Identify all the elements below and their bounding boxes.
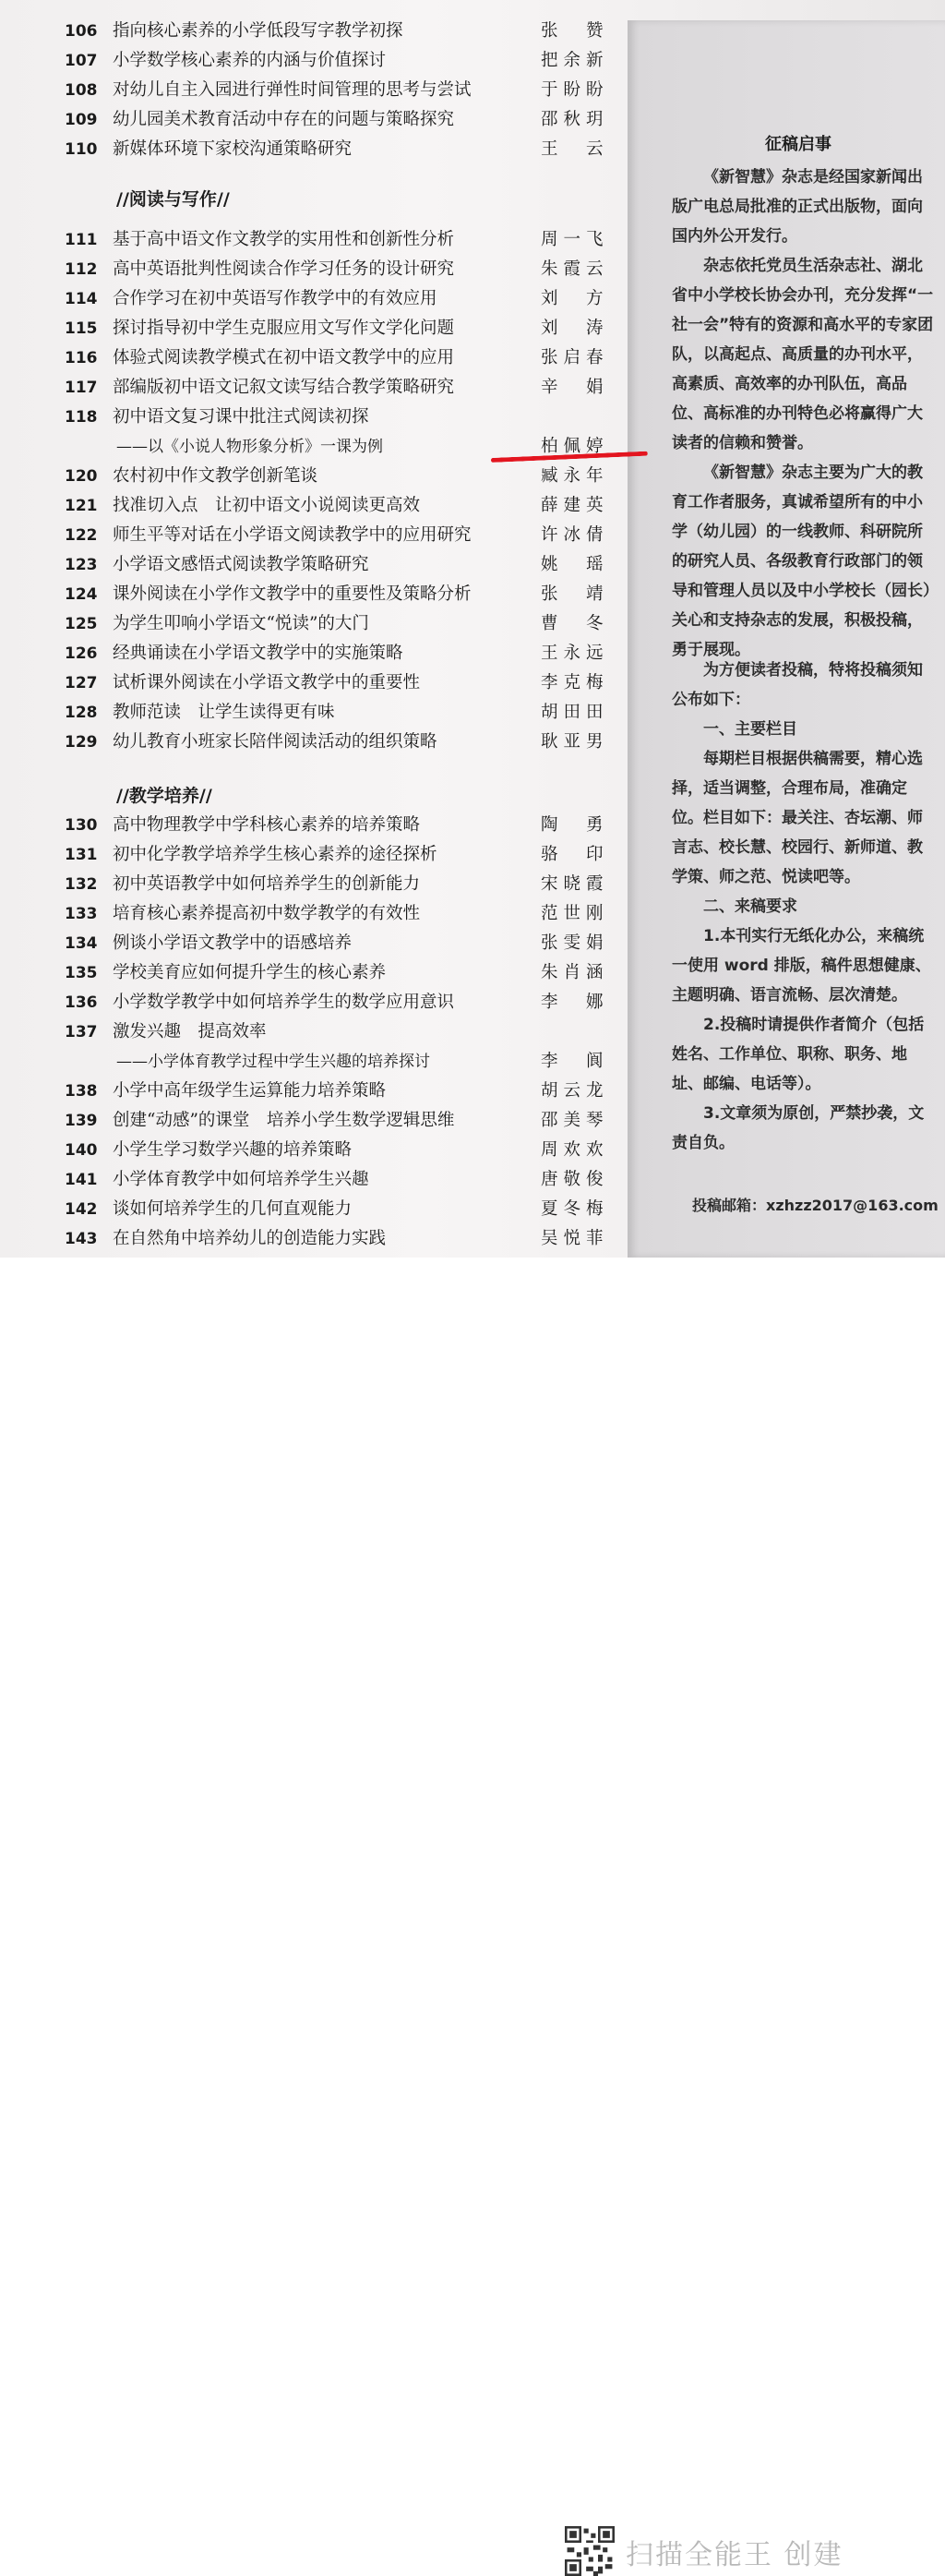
toc-entry-author: 周欢欢 (541, 1140, 604, 1160)
toc-entry-author: 邵美琴 (541, 1111, 604, 1130)
toc-entry-page-number: 139 (65, 1112, 98, 1130)
toc-entry-title: 指向核心素养的小学低段写字教学初探 (113, 21, 403, 41)
toc-entry-page-number: 115 (65, 319, 98, 338)
toc-entry-author: 周一飞 (541, 230, 604, 249)
toc-entry-title: 新媒体环境下家校沟通策略研究 (113, 139, 353, 159)
toc-entry-title: 小学数学核心素养的内涵与价值探讨 (113, 51, 387, 70)
toc-entry-page-number: 126 (65, 644, 98, 663)
toc-entry-title: 高中英语批判性阅读合作学习任务的设计研究 (113, 259, 455, 279)
toc-entry-author: 张启春 (541, 348, 604, 367)
toc-entry-page-number: 135 (65, 964, 98, 982)
toc-entry-page-number: 120 (65, 467, 98, 486)
toc-entry-page-number: 123 (65, 556, 98, 574)
toc-entry-page-number: 127 (65, 674, 98, 692)
toc-entry-page-number: 124 (65, 585, 98, 604)
toc-entry-title: 激发兴趣 提高效率 (113, 1022, 267, 1041)
toc-entry-title: 初中语文复习课中批注式阅读初探 (113, 407, 369, 427)
toc-entry-author: 骆印 (541, 845, 604, 864)
toc-entry (0, 1047, 628, 1077)
toc-entry-author: 夏冬梅 (541, 1199, 604, 1219)
notice-paragraph-1: 《新智慧》杂志是经国家新闻出版广电总局批准的正式出版物，面向国内外公开发行。 (672, 168, 923, 246)
toc-entry (0, 462, 628, 491)
notice-requirement-2: 2.投稿时请提供作者简介（包括姓名、工作单位、职称、职务、地址、邮编、电话等）。 (672, 1016, 925, 1093)
toc-entry-page-number: 128 (65, 704, 98, 722)
toc-entry-author: 陶勇 (541, 815, 604, 835)
toc-entry-page-number: 134 (65, 934, 98, 953)
toc-entry (0, 580, 628, 609)
toc-entry-page-number: 129 (65, 733, 98, 752)
toc-entry-page-number: 136 (65, 993, 98, 1012)
toc-entry-title: 试析课外阅读在小学语文教学中的重要性 (113, 673, 421, 692)
toc-entry-page-number: 143 (65, 1230, 98, 1248)
toc-entry-page-number: 117 (65, 379, 98, 397)
toc-entry-author: 王永远 (541, 644, 604, 663)
toc-entry-author: 于盼盼 (541, 80, 604, 100)
toc-entry-page-number: 140 (65, 1141, 98, 1160)
toc-entry-page-number: 121 (65, 497, 98, 515)
toc-entry (0, 373, 628, 403)
toc-entry-title: 培育核心素养提高初中数学教学的有效性 (113, 904, 421, 923)
scan-footer (0, 1258, 945, 2571)
toc-entry-title: 基于高中语文作文教学的实用性和创新性分析 (113, 230, 455, 249)
toc-entry (0, 1106, 628, 1136)
toc-section-heading-teaching: //教学培养// (116, 786, 212, 806)
toc-entry-title: 幼儿教育小班家长陪伴阅读活动的组织策略 (113, 732, 437, 752)
toc-entry-author: 李克梅 (541, 673, 604, 692)
toc-entry-author: 唐敬俊 (541, 1170, 604, 1189)
toc-entry-title: 初中英语教学中如何培养学生的创新能力 (113, 874, 421, 894)
toc-entry-title: 幼儿园美术教育活动中存在的问题与策略探究 (113, 110, 455, 129)
notice-paragraph-5: 每期栏目根据供稿需要，精心选择，适当调整，合理布局，准确定位。栏目如下：最关注、杏坛潮、师言志、校长慧、校园行、新师道、教学策、师之范、悦读吧等。 (672, 750, 923, 886)
toc-entry (0, 929, 628, 958)
toc-entry-title: ——以《小说人物形象分析》一课为例 (116, 438, 383, 456)
toc-entry-page-number: 137 (65, 1023, 98, 1041)
toc-entry-author: 李阆 (541, 1052, 604, 1071)
toc-entry (0, 1017, 628, 1047)
toc-entry-author: 李娜 (541, 993, 604, 1012)
toc-entry-author: 范世刚 (541, 904, 604, 923)
toc-entry (0, 1195, 628, 1224)
toc-entry-page-number: 118 (65, 408, 98, 427)
toc-entry (0, 639, 628, 668)
toc-entry-author: 曹冬 (541, 614, 604, 633)
toc-entry-page-number: 138 (65, 1082, 98, 1101)
toc-entry-title: 谈如何培养学生的几何直观能力 (113, 1199, 353, 1219)
toc-entry-title: 对幼儿自主入园进行弹性时间管理的思考与尝试 (113, 80, 472, 100)
table-of-contents (0, 0, 628, 1258)
toc-entry-title: 初中化学教学培养学生核心素养的途径探析 (113, 845, 437, 864)
toc-entry (0, 870, 628, 899)
toc-entry-page-number: 106 (65, 22, 98, 41)
toc-entry-page-number: 133 (65, 905, 98, 923)
toc-entry (0, 668, 628, 698)
toc-entry-author: 王云 (541, 139, 604, 159)
toc-entry-title: 师生平等对话在小学语文阅读教学中的应用研究 (113, 525, 472, 545)
toc-entry (0, 403, 628, 432)
toc-entry-page-number: 109 (65, 111, 98, 129)
scanner-watermark: 扫描全能王 创建 (626, 2539, 843, 2571)
toc-entry-page-number: 130 (65, 816, 98, 835)
toc-entry-author: 薛建英 (541, 496, 604, 515)
notice-heading: 征稿启事 (765, 135, 831, 154)
toc-entry-author: 辛娟 (541, 378, 604, 397)
toc-entry-title: 农村初中作文教学创新笔谈 (113, 466, 318, 486)
toc-entry-title: 高中物理教学中学科核心素养的培养策略 (113, 815, 421, 835)
toc-entry (0, 76, 628, 105)
toc-entry (0, 811, 628, 840)
toc-entry-title: 小学生学习数学兴趣的培养策略 (113, 1140, 353, 1160)
toc-section-heading-reading: //阅读与写作// (116, 189, 230, 210)
toc-entry (0, 728, 628, 757)
toc-entry-author: 臧永年 (541, 466, 604, 486)
toc-entry-title: 探讨指导初中学生克服应用文写作文学化问题 (113, 319, 455, 338)
toc-entry-title: 小学体育教学中如何培养学生兴趣 (113, 1170, 369, 1189)
toc-entry-page-number: 107 (65, 52, 98, 70)
toc-entry-title: 教师范读 让学生读得更有味 (113, 703, 335, 722)
notice-paragraph-3: 《新智慧》杂志主要为广大的教育工作者服务，真诚希望所有的中小学（幼儿园）的一线教师、科研院所的研究人员、各级教育行政部门的领导和管理人员以及中小学校长（园长）关心和支持杂志的发展，积极投稿，勇于展现。 (672, 463, 931, 659)
toc-entry (0, 105, 628, 135)
toc-entry-page-number: 132 (65, 875, 98, 894)
toc-entry (0, 698, 628, 728)
toc-entry-title: 学校美育应如何提升学生的核心素养 (113, 963, 387, 982)
toc-entry (0, 1077, 628, 1106)
scanned-page (0, 0, 945, 1258)
notice-requirement-3: 3.文章须为原创，严禁抄袭，文责自负。 (672, 1104, 925, 1152)
toc-entry-author: 张赞 (541, 21, 604, 41)
notice-requirement-1: 1.本刊实行无纸化办公，来稿统一使用 word 排版，稿件思想健康、主题明确、语言流畅、层次清楚。 (672, 927, 931, 1005)
toc-entry (0, 135, 628, 164)
toc-entry-title: 在自然角中培养幼儿的创造能力实践 (113, 1229, 387, 1248)
toc-entry-title: 小学中高年级学生运算能力培养策略 (113, 1081, 387, 1101)
notice-section-1: 一、主要栏目 (703, 720, 797, 739)
toc-entry-page-number: 108 (65, 81, 98, 100)
toc-entry-page-number: 141 (65, 1171, 98, 1189)
toc-entry (0, 17, 628, 46)
toc-entry-title: ——小学体育教学过程中学生兴趣的培养探讨 (116, 1053, 430, 1071)
toc-entry (0, 609, 628, 639)
notice-email: 投稿邮箱：xzhzz2017@163.com (692, 1197, 939, 1214)
toc-entry-author: 把余新 (541, 51, 604, 70)
toc-entry (0, 988, 628, 1017)
toc-entry-page-number: 142 (65, 1200, 98, 1219)
toc-entry (0, 1165, 628, 1195)
toc-entry (0, 899, 628, 929)
toc-entry (0, 284, 628, 314)
toc-entry-title: 课外阅读在小学作文教学中的重要性及策略分析 (113, 584, 472, 604)
toc-entry-author: 朱霞云 (541, 259, 604, 279)
toc-entry (0, 1224, 628, 1254)
toc-entry (0, 491, 628, 521)
toc-entry-title: 经典诵读在小学语文教学中的实施策略 (113, 644, 403, 663)
toc-entry (0, 314, 628, 343)
toc-entry-author: 张雯娟 (541, 933, 604, 953)
notice-paragraph-4: 为方便读者投稿，特将投稿须知公布如下： (672, 661, 923, 709)
toc-entry-author: 许冰倩 (541, 525, 604, 545)
toc-entry-title: 小学语文感悟式阅读教学策略研究 (113, 555, 369, 574)
toc-entry-page-number: 112 (65, 260, 98, 279)
toc-entry-page-number: 125 (65, 615, 98, 633)
toc-entry-page-number: 131 (65, 846, 98, 864)
toc-entry-author: 张靖 (541, 584, 604, 604)
toc-entry-author: 姚瑶 (541, 555, 604, 574)
toc-entry-title: 部编版初中语文记叙文读写结合教学策略研究 (113, 378, 455, 397)
notice-paragraph-2: 杂志依托党员生活杂志社、湖北省中小学校长协会办刊，充分发挥“一社一会”特有的资源和高水平的专家团队，以高起点、高质量的办刊水平，高素质、高效率的办刊队伍，高品位、高标准的办刊特色必将赢得广大读者的信赖和赞誉。 (672, 257, 934, 452)
toc-entry-author: 柏佩婷 (541, 437, 604, 456)
toc-entry-title: 创建“动感”的课堂 培养小学生数学逻辑思维 (113, 1111, 455, 1130)
toc-entry-author: 胡云龙 (541, 1081, 604, 1101)
toc-entry-title: 合作学习在初中英语写作教学中的有效应用 (113, 289, 437, 308)
toc-entry-page-number: 110 (65, 140, 98, 159)
toc-entry (0, 840, 628, 870)
toc-entry-author: 朱肖涵 (541, 963, 604, 982)
toc-entry-title: 找准切入点 让初中语文小说阅读更高效 (113, 496, 421, 515)
toc-entry-title: 例谈小学语文教学中的语感培养 (113, 933, 353, 953)
toc-entry-page-number: 111 (65, 231, 98, 249)
toc-entry-author: 刘方 (541, 289, 604, 308)
toc-entry (0, 1136, 628, 1165)
toc-entry (0, 225, 628, 255)
toc-entry-title: 体验式阅读教学模式在初中语文教学中的应用 (113, 348, 455, 367)
qr-code-icon (565, 2526, 615, 2576)
toc-entry-title: 小学数学教学中如何培养学生的数学应用意识 (113, 993, 455, 1012)
toc-entry-page-number: 114 (65, 290, 98, 308)
toc-entry (0, 550, 628, 580)
toc-entry-title: 为学生叩响小学语文“悦读”的大门 (113, 614, 369, 633)
toc-entry-author: 耿亚男 (541, 732, 604, 752)
notice-section-2: 二、来稿要求 (703, 897, 797, 916)
toc-entry (0, 255, 628, 284)
toc-entry (0, 343, 628, 373)
toc-entry (0, 46, 628, 76)
toc-entry-page-number: 116 (65, 349, 98, 367)
toc-entry-author: 吴悦菲 (541, 1229, 604, 1248)
toc-entry (0, 521, 628, 550)
toc-entry (0, 958, 628, 988)
toc-entry-page-number: 122 (65, 526, 98, 545)
toc-entry-author: 胡田田 (541, 703, 604, 722)
toc-entry-author: 刘涛 (541, 319, 604, 338)
toc-entry-author: 宋晓霞 (541, 874, 604, 894)
toc-entry-author: 邵秋玥 (541, 110, 604, 129)
